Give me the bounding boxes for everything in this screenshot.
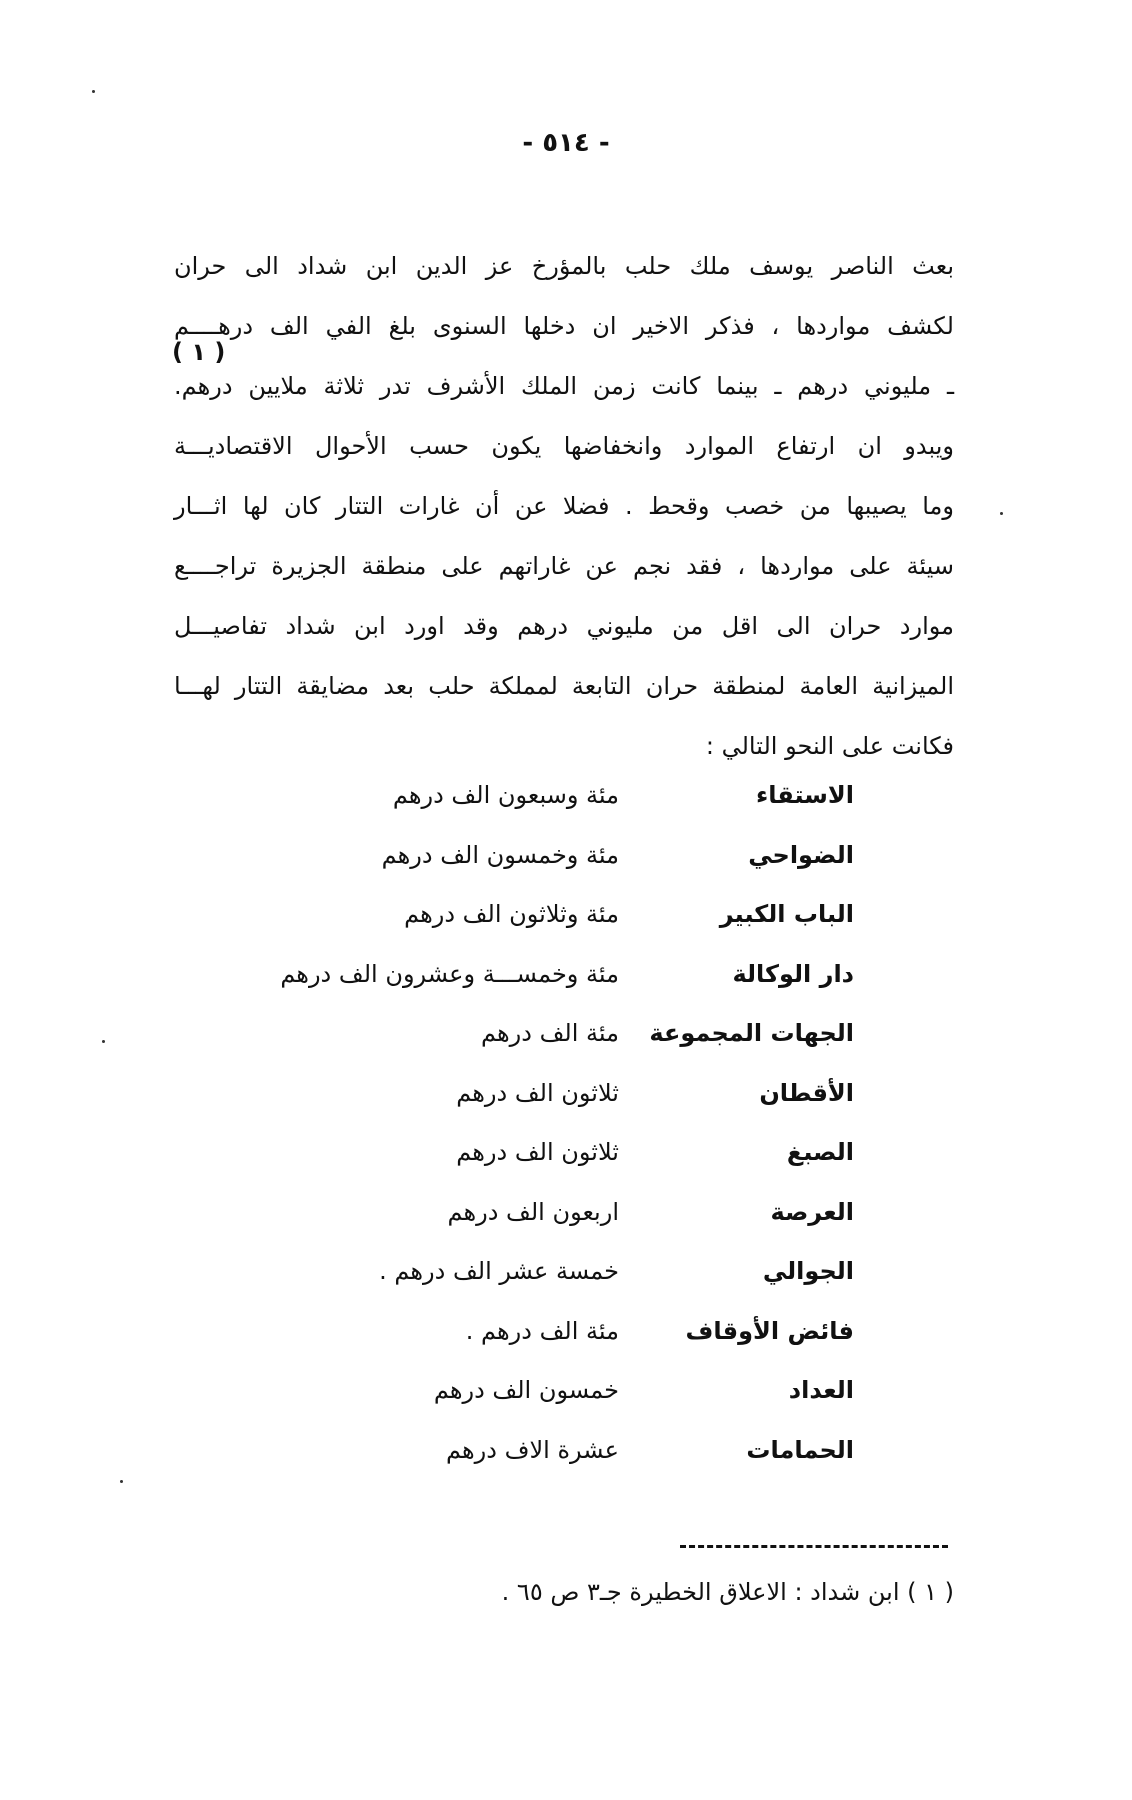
revenue-amount: عشرة الاف درهم (446, 1435, 619, 1464)
body-line: ـ مليوني درهم ـ بينما كانت زمن الملك الأشرف تدر ثلاثة ملايين درهم. (174, 372, 954, 400)
revenue-row (280, 1064, 854, 1124)
footnote: ( ١ ) ابن شداد : الاعلاق الخطيرة جـ٣ ص ٦٥ . (501, 1578, 954, 1606)
revenue-place: الاستقاء (755, 781, 854, 809)
body-line: لكشف مواردها ، فذكر الاخير ان دخلها السنوى بلغ الفي الف درهــــم (174, 312, 954, 340)
revenue-place: الباب الكبير (719, 900, 854, 928)
body-line: الميزانية العامة لمنطقة حران التابعة لمملكة حلب بعد مضايقة التتار لهـــا (174, 672, 954, 700)
revenue-place: العداد (788, 1376, 854, 1404)
scan-speck (120, 1480, 123, 1483)
revenue-row (280, 1242, 854, 1302)
body-line: بعث الناصر يوسف ملك حلب بالمؤرخ عز الدين ابن شداد الى حران (174, 252, 954, 280)
body-line: موارد حران الى اقل من مليوني درهم وقد اورد ابن شداد تفاصيـــل (174, 612, 954, 640)
revenue-row (280, 1183, 854, 1243)
revenue-amount: اربعون الف درهم (447, 1197, 619, 1226)
revenue-row (280, 1421, 854, 1481)
revenue-amount: خمسة عشر الف درهم . (379, 1257, 619, 1285)
revenue-place: فائض الأوقاف (685, 1316, 854, 1345)
revenue-amount: مئة وسبعون الف درهم (392, 781, 619, 809)
revenue-amount: خمسون الف درهم (433, 1376, 619, 1404)
footnote-marker: ( ١ ) (172, 338, 226, 366)
revenue-place: الصبغ (786, 1138, 854, 1166)
revenue-row (280, 766, 854, 826)
revenue-amount: مئة الف درهم (481, 1019, 619, 1047)
revenue-row (280, 1302, 854, 1362)
revenue-amount: مئة وخمسون الف درهم (381, 840, 619, 869)
revenue-place: الجوالي (762, 1257, 854, 1285)
revenue-row (280, 1361, 854, 1421)
body-line: ويبدو ان ارتفاع الموارد وانخفاضها يكون حسب الأحوال الاقتصاديـــة (174, 432, 954, 460)
body-paragraph (174, 236, 954, 776)
revenue-row (280, 1123, 854, 1183)
revenue-row (280, 945, 854, 1005)
scan-speck (1000, 512, 1003, 515)
revenue-list (280, 766, 854, 1480)
scan-speck (102, 1040, 105, 1043)
revenue-place: دار الوكالة (732, 959, 854, 988)
revenue-amount: مئة الف درهم . (465, 1316, 619, 1345)
scan-speck (92, 90, 95, 93)
revenue-row (280, 885, 854, 945)
revenue-amount: مئة وخمســـة وعشرون الف درهم (280, 959, 619, 988)
revenue-place: الجهات المجموعة (649, 1019, 854, 1047)
body-line: سيئة على مواردها ، فقد نجم عن غاراتهم على منطقة الجزيرة تراجــــع (174, 552, 954, 580)
revenue-amount: مئة وثلاثون الف درهم (404, 900, 619, 928)
revenue-place: الضواحي (748, 840, 854, 869)
revenue-row (280, 826, 854, 886)
body-line: وما يصيبها من خصب وقحط . فضلا عن أن غارات التتار كان لها اثـــار (174, 492, 954, 520)
revenue-place: العرصة (770, 1197, 854, 1226)
revenue-place: الحمامات (746, 1435, 854, 1464)
revenue-place: الأقطان (759, 1078, 854, 1107)
revenue-row (280, 1004, 854, 1064)
page-number: - ٥١٤ - (522, 128, 610, 158)
body-line: فكانت على النحو التالي : (705, 732, 954, 760)
revenue-amount: ثلاثون الف درهم (456, 1138, 619, 1166)
revenue-amount: ثلاثون الف درهم (456, 1078, 619, 1107)
footnote-separator (680, 1545, 948, 1548)
